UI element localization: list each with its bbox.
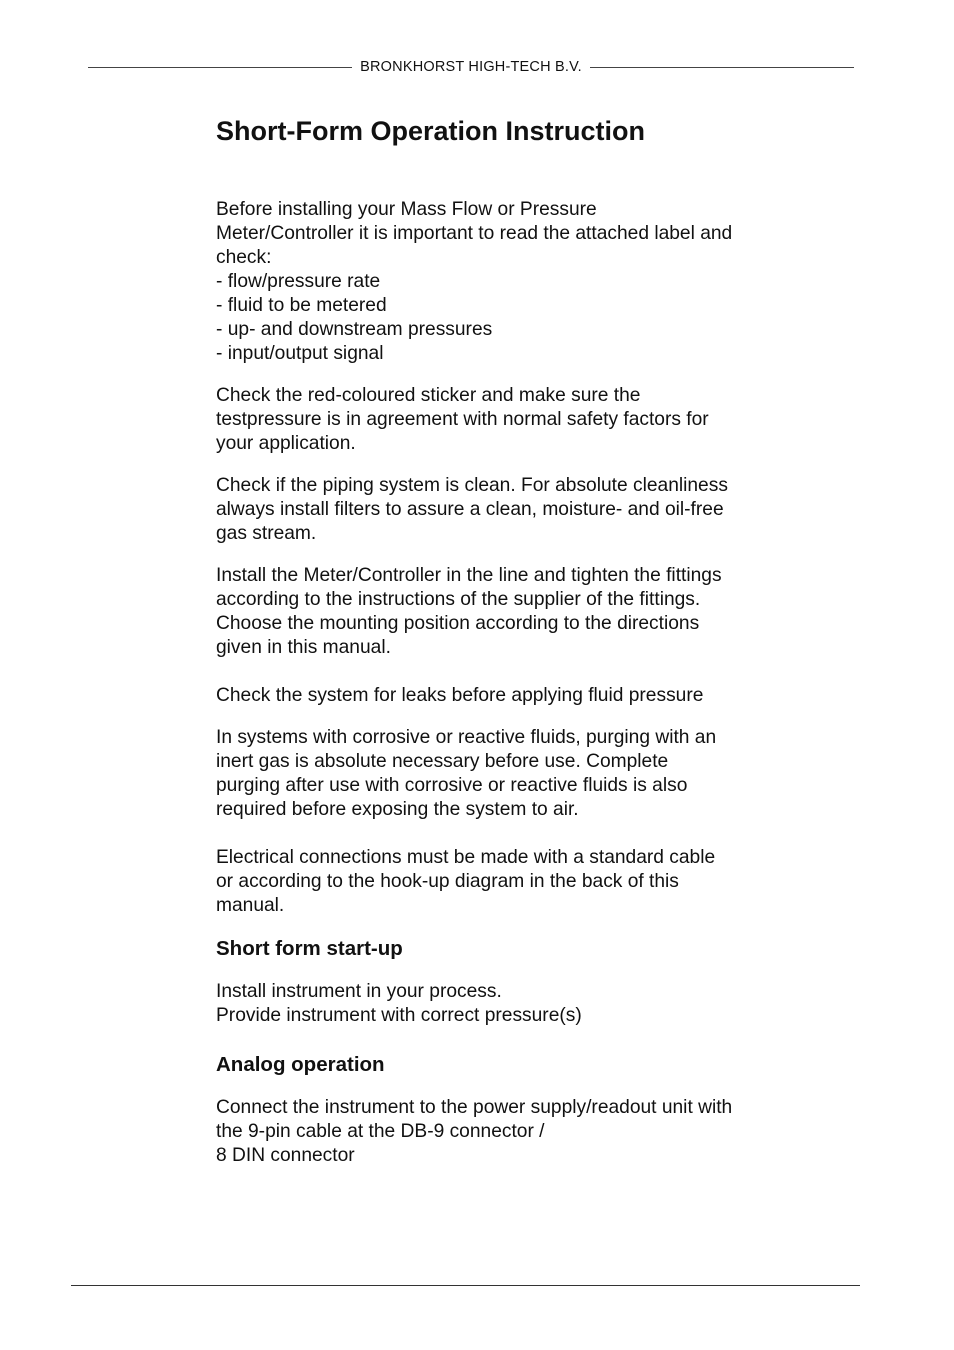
check-item: - flow/pressure rate: [216, 271, 381, 292]
paragraph-purging: In systems with corrosive or reactive fluids, purging with an inert gas is absolute necessary before use. Complete purging after use with corrosive or reactive fluids is also required before exposing the system to air.: [216, 727, 717, 820]
check-item: - fluid to be metered: [216, 295, 387, 316]
startup-line: Install instrument in your process.: [216, 981, 502, 1002]
analog-paragraph: [216, 1096, 736, 1168]
header-brand: BRONKHORST HIGH-TECH B.V.: [360, 59, 582, 75]
document-body: [216, 114, 736, 1186]
analog-line: Connect the instrument to the power supply/readout unit with the 9-pin cable at the DB-9 connector /: [216, 1097, 733, 1142]
header-rule-right: [590, 67, 854, 68]
check-item: - up- and downstream pressures: [216, 319, 493, 340]
intro-lead: Before installing your Mass Flow or Pressure Meter/Controller it is important to read the attached label and check:: [216, 199, 733, 268]
footer-rule: [71, 1285, 860, 1286]
page-header: [88, 57, 854, 77]
analog-heading: Analog operation: [216, 1053, 385, 1076]
intro-paragraph: [216, 198, 736, 366]
paragraph-sticker: Check the red-coloured sticker and make sure the testpressure is in agreement with normal safety factors for your application.: [216, 385, 709, 454]
paragraph-electrical: Electrical connections must be made with a standard cable or according to the hook-up diagram in the back of this manual.: [216, 847, 716, 916]
paragraph-leaks: Check the system for leaks before applying fluid pressure: [216, 685, 704, 706]
header-rule-left: [88, 67, 352, 68]
startup-paragraph: [216, 980, 736, 1028]
startup-line: Provide instrument with correct pressure(s): [216, 1005, 582, 1026]
startup-heading: Short form start-up: [216, 937, 403, 960]
page-title: Short-Form Operation Instruction: [216, 116, 645, 146]
check-item: - input/output signal: [216, 343, 384, 364]
paragraph-install: Install the Meter/Controller in the line and tighten the fittings according to the instructions of the supplier of the fittings. Choose the mounting position according to the directions given in this manual.: [216, 565, 722, 658]
analog-line: 8 DIN connector: [216, 1145, 355, 1166]
paragraph-piping: Check if the piping system is clean. For absolute cleanliness always install filters to assure a clean, moisture- and oil-free gas stream.: [216, 475, 728, 544]
